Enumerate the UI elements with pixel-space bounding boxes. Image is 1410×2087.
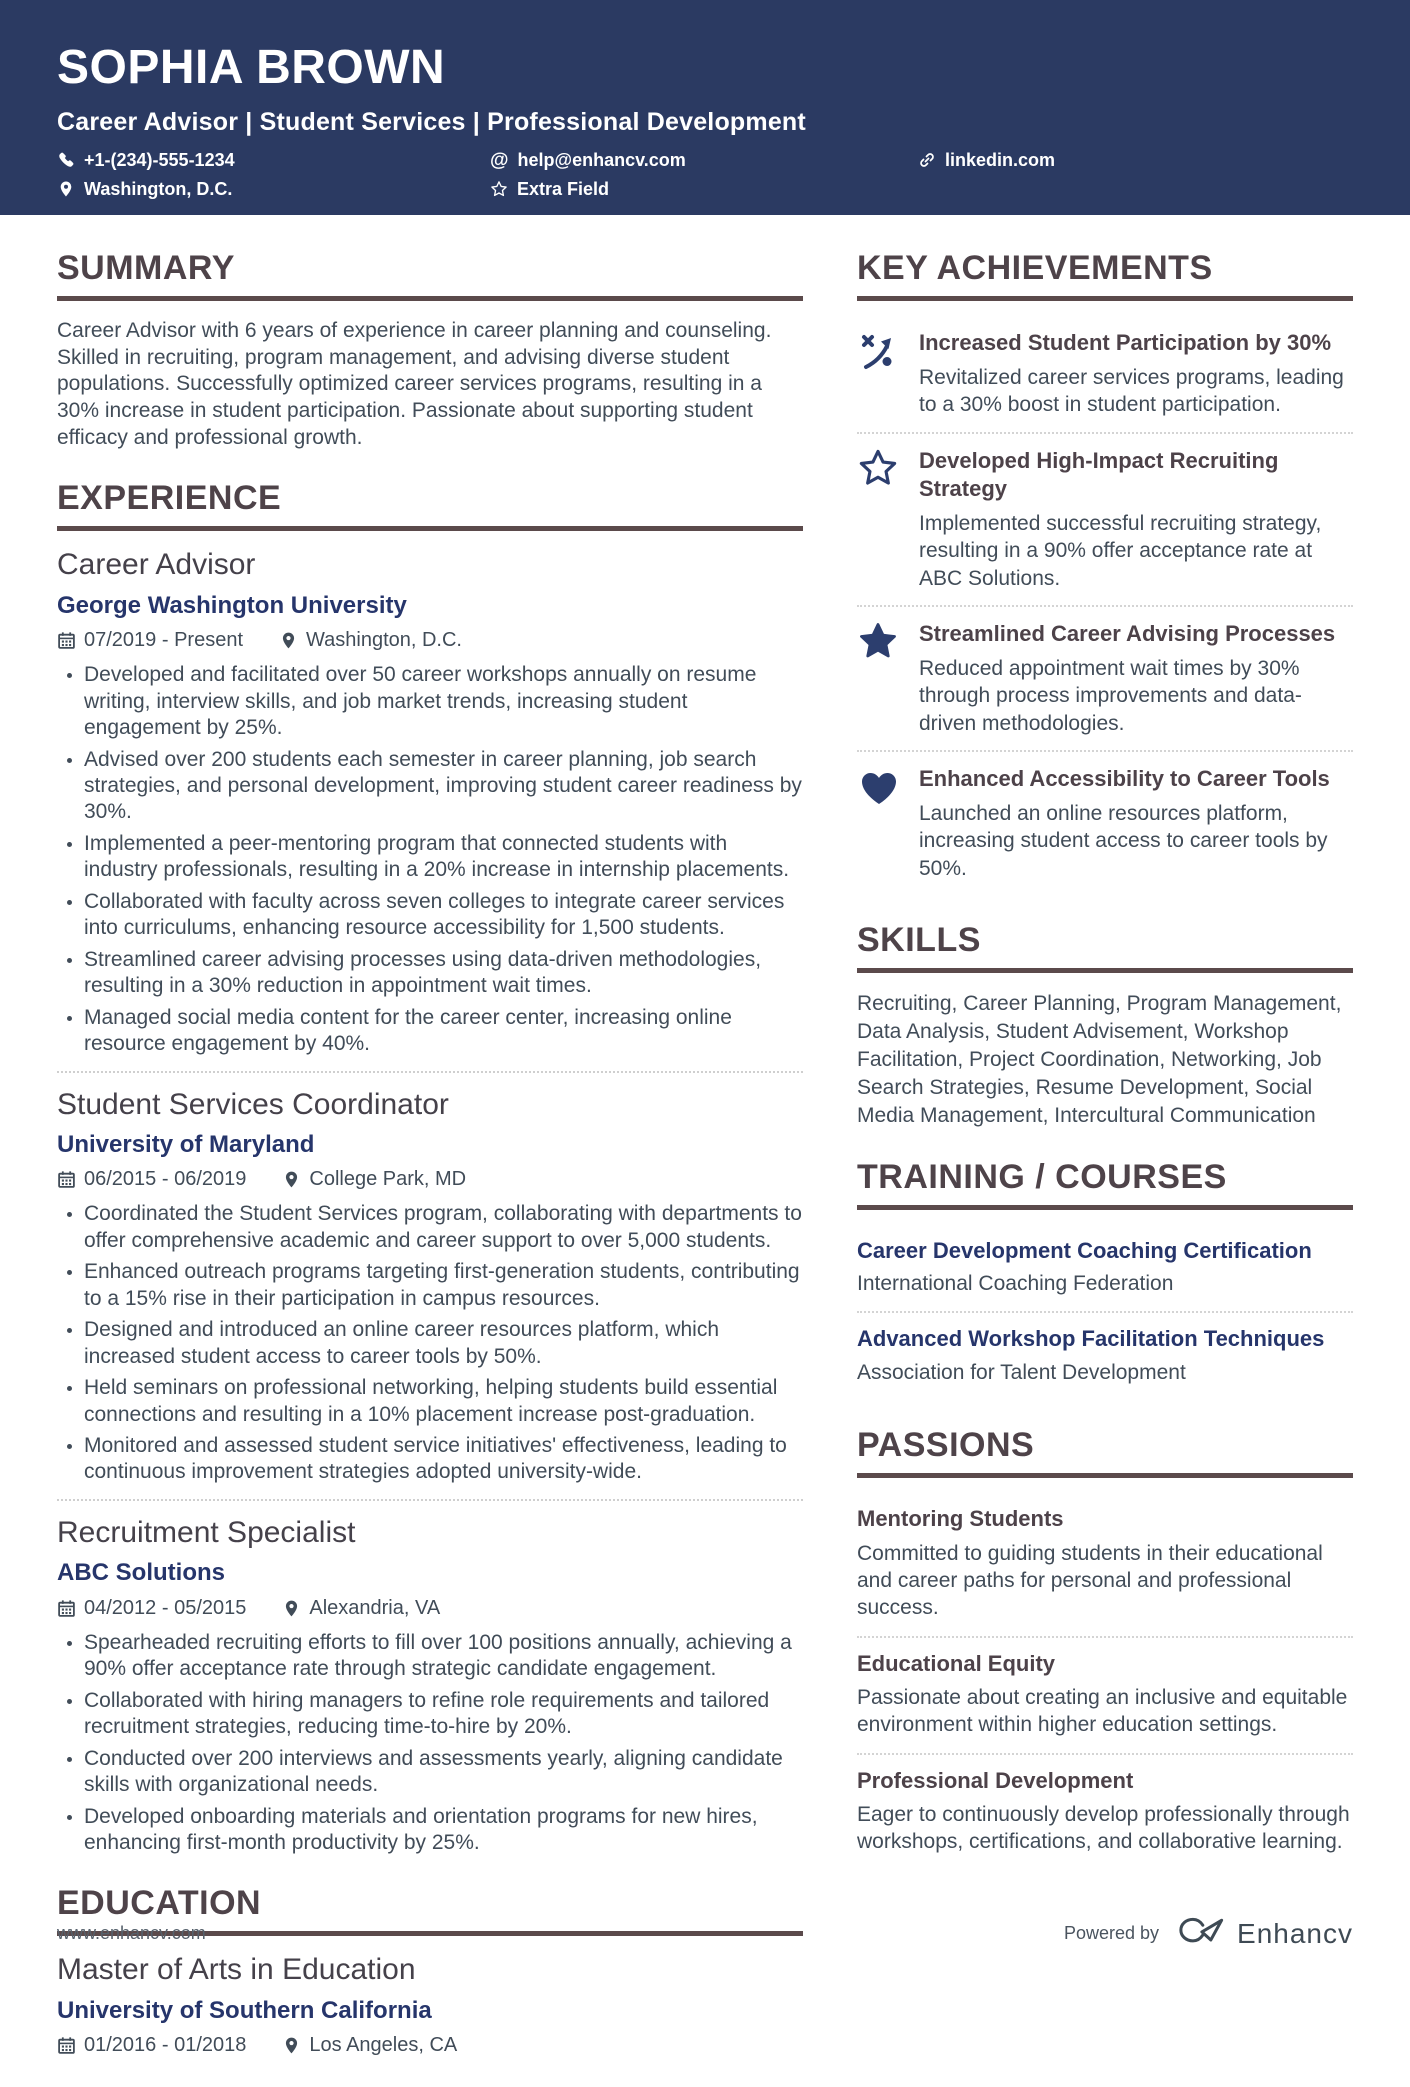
job-meta <box>57 1597 803 1620</box>
bullet: • Held seminars on professional networking, helping students build essential connections and resulting in a 10% placement increase post-graduation. <box>84 1375 803 1428</box>
enhancv-url-link[interactable]: www.enhancv.com <box>57 1923 206 1943</box>
bullet: • Enhanced outreach programs targeting first-generation students, contributing to a 15% rise in their participation in campus resources. <box>84 1259 803 1312</box>
job-title: Student Services Coordinator <box>57 1087 449 1121</box>
page-footer <box>57 1914 1353 1953</box>
header <box>0 0 1410 215</box>
job-dates: 07/2019 - Present <box>84 629 243 652</box>
tactics-icon <box>857 329 901 419</box>
achievement-title: Streamlined Career Advising Processes <box>919 620 1336 646</box>
bullet: • Developed and facilitated over 50 career workshops annually on resume writing, interview skills, and job market trends, increasing student engagement by 25%. <box>84 662 803 741</box>
bullet: • Collaborated with hiring managers to refine role requirements and tailored recruitment strategies, reducing time-to-hire by 20%. <box>84 1688 803 1741</box>
star-filled-icon <box>857 620 901 737</box>
job-dates: 04/2012 - 05/2015 <box>84 1596 247 1619</box>
job-bullets <box>57 1201 803 1486</box>
right-column <box>857 251 1353 2087</box>
dotted-separator <box>57 1499 803 1501</box>
contact-linkedin[interactable] <box>918 150 1353 171</box>
training-section <box>857 1157 1353 1399</box>
achievement-text: Implemented successful recruiting strategy, resulting in a 90% offer acceptance rate at ABC Solutions. <box>919 512 1322 590</box>
link-icon <box>918 151 936 169</box>
achievement-item <box>857 318 1353 430</box>
job-company: George Washington University <box>57 591 407 619</box>
bullet: • Managed social media content for the career center, increasing online resource engagement by 40%. <box>84 1005 803 1058</box>
headline: Career Advisor | Student Services | Professional Development <box>57 107 806 136</box>
training-org: Association for Talent Development <box>857 1360 1186 1384</box>
powered-by-label: Powered by <box>1063 1923 1160 1943</box>
achievements-section <box>857 251 1353 893</box>
contact-phone <box>57 150 490 171</box>
skills-list: Recruiting, Career Planning, Program Management, Data Analysis, Student Advisement, Workshop Facilitation, Project Coordination, Networking, Job Search Strategies, Resume Development, Social Media Management, Intercultural Communication <box>857 992 1342 1127</box>
passions-section <box>857 1428 1353 1868</box>
extra-field-text: Extra Field <box>517 178 610 199</box>
job-location: College Park, MD <box>309 1168 467 1191</box>
summary-section <box>57 251 803 451</box>
dotted-separator <box>857 432 1353 434</box>
experience-heading: EXPERIENCE <box>57 479 282 518</box>
passion-item <box>857 1495 1353 1633</box>
education-meta <box>57 2034 803 2057</box>
enhancv-logo-icon <box>1175 1914 1227 1953</box>
bullet: • Streamlined career advising processes using data-driven methodologies, resulting in a 30% reduction in appointment wait times. <box>84 947 803 1000</box>
passion-text: Committed to guiding students in their educational and career paths for personal and professional success. <box>857 1541 1323 1620</box>
achievement-text: Launched an online resources platform, increasing student access to career tools by 50%. <box>919 802 1328 880</box>
passion-item <box>857 1640 1353 1751</box>
job-location: Alexandria, VA <box>309 1596 441 1619</box>
achievement-item <box>857 609 1353 748</box>
education-dates: 01/2016 - 01/2018 <box>84 2034 247 2057</box>
bullet: • Collaborated with faculty across seven colleges to integrate career services into curriculums, enhancing resource accessibility for 1,500 students. <box>84 889 803 942</box>
skills-heading: SKILLS <box>857 921 981 960</box>
experience-entry <box>57 1088 803 1486</box>
achievement-text: Reduced appointment wait times by 30% through process improvements and data-driven methodologies. <box>919 657 1302 735</box>
job-meta <box>57 629 803 652</box>
dotted-separator <box>857 1753 1353 1755</box>
contact-block <box>57 150 1353 200</box>
experience-entry <box>57 548 803 1057</box>
calendar-icon <box>57 2036 76 2055</box>
linkedin-url: linkedin.com <box>945 149 1056 170</box>
summary-heading: SUMMARY <box>57 249 235 287</box>
achievements-heading: KEY ACHIEVEMENTS <box>857 249 1213 287</box>
section-rule <box>57 526 803 531</box>
job-location: Washington, D.C. <box>306 629 462 652</box>
experience-entry <box>57 1516 803 1857</box>
main-content <box>0 215 1410 2087</box>
achievement-item <box>857 436 1353 603</box>
passion-text: Passionate about creating an inclusive and equitable environment within higher education settings. <box>857 1686 1348 1737</box>
phone-icon <box>57 151 75 169</box>
star-outline-icon <box>490 180 508 198</box>
dotted-separator <box>857 1311 1353 1313</box>
left-column <box>57 251 803 2087</box>
skills-section <box>857 923 1353 1130</box>
calendar-icon <box>57 631 76 650</box>
location-text: Washington, D.C. <box>84 178 233 199</box>
experience-section <box>57 481 803 1856</box>
school-name: University of Southern California <box>57 1996 432 2024</box>
enhancv-brand-name: Enhancv <box>1237 1917 1353 1949</box>
section-rule <box>57 296 803 301</box>
job-dates: 06/2015 - 06/2019 <box>84 1168 247 1191</box>
section-rule <box>857 1205 1353 1210</box>
passion-title: Educational Equity <box>857 1650 1056 1676</box>
bullet: • Monitored and assessed student service initiatives' effectiveness, leading to continuous improvement strategies adopted university-wide. <box>84 1433 803 1486</box>
job-company: University of Maryland <box>57 1131 315 1159</box>
location-icon <box>57 180 75 198</box>
calendar-icon <box>57 1170 76 1189</box>
job-bullets <box>57 662 803 1057</box>
training-title: Advanced Workshop Facilitation Techniques <box>857 1326 1325 1352</box>
contact-email[interactable] <box>490 150 918 171</box>
star-outline-icon <box>857 447 901 592</box>
email-icon: @ <box>490 149 509 171</box>
dotted-separator <box>857 750 1353 752</box>
dotted-separator <box>857 605 1353 607</box>
email-address: help@enhancv.com <box>517 149 686 170</box>
passion-text: Eager to continuously develop professionally through workshops, certifications, and collaborative learning. <box>857 1803 1350 1854</box>
bullet: • Designed and introduced an online career resources platform, which increased student access to career tools by 50%. <box>84 1317 803 1370</box>
dotted-separator <box>57 1071 803 1073</box>
location-icon <box>282 1599 301 1618</box>
passion-title: Mentoring Students <box>857 1506 1064 1532</box>
section-rule <box>857 296 1353 301</box>
job-title: Recruitment Specialist <box>57 1515 356 1549</box>
bullet: • Developed onboarding materials and orientation programs for new hires, enhancing first-month productivity by 25%. <box>84 1804 803 1857</box>
job-company: ABC Solutions <box>57 1559 225 1587</box>
summary-text: Career Advisor with 6 years of experience in career planning and counseling. Skilled in recruiting, program management, and advising diverse student populations. Successfully optimized career services programs, resulting in a 30% increase in student participation. Passionate about supporting student efficacy and professional growth. <box>57 319 772 449</box>
training-item <box>857 1227 1353 1310</box>
phone-number: +1-(234)-555-1234 <box>84 149 235 170</box>
passions-heading: PASSIONS <box>857 1426 1035 1465</box>
location-icon <box>282 1170 301 1189</box>
achievement-title: Enhanced Accessibility to Career Tools <box>919 766 1330 791</box>
calendar-icon <box>57 1599 76 1618</box>
dotted-separator <box>857 1636 1353 1638</box>
heart-icon <box>857 765 901 882</box>
location-icon <box>282 2036 301 2055</box>
bullet: • Coordinated the Student Services program, collaborating with departments to offer comprehensive academic and career support to over 5,000 students. <box>84 1201 803 1254</box>
contact-extra-field <box>490 179 918 200</box>
bullet: • Implemented a peer-mentoring program that connected students with industry professionals, resulting in a 20% increase in internship placements. <box>84 831 803 884</box>
training-org: International Coaching Federation <box>857 1272 1174 1296</box>
achievement-item <box>857 754 1353 893</box>
location-icon <box>279 631 298 650</box>
bullet: • Advised over 200 students each semester in career planning, job search strategies, and personal development, improving student career readiness by 30%. <box>84 747 803 826</box>
name: SOPHIA BROWN <box>57 41 446 94</box>
training-heading: TRAINING / COURSES <box>857 1157 1227 1196</box>
bullet: • Spearheaded recruiting efforts to fill over 100 positions annually, achieving a 90% offer acceptance rate through strategic candidate engagement. <box>84 1630 803 1683</box>
education-section <box>57 1886 803 2057</box>
passion-title: Professional Development <box>857 1767 1134 1793</box>
job-bullets <box>57 1630 803 1857</box>
powered-by-block[interactable] <box>1064 1914 1353 1953</box>
training-title: Career Development Coaching Certification <box>857 1237 1312 1263</box>
bullet: • Conducted over 200 interviews and assessments yearly, aligning candidate skills with organizational needs. <box>84 1746 803 1799</box>
achievement-title: Increased Student Participation by 30% <box>919 330 1332 355</box>
job-meta <box>57 1168 803 1191</box>
achievement-title: Developed High-Impact Recruiting Strategy <box>919 447 1279 501</box>
training-item <box>857 1315 1353 1398</box>
section-rule <box>857 968 1353 973</box>
education-location: Los Angeles, CA <box>309 2034 458 2057</box>
achievement-text: Revitalized career services programs, leading to a 30% boost in student participation. <box>919 366 1344 417</box>
education-heading: EDUCATION <box>57 1884 262 1923</box>
job-title: Career Advisor <box>57 548 256 582</box>
contact-location <box>57 179 490 200</box>
section-rule <box>857 1473 1353 1478</box>
degree-title: Master of Arts in Education <box>57 1953 416 1987</box>
passion-item <box>857 1757 1353 1868</box>
